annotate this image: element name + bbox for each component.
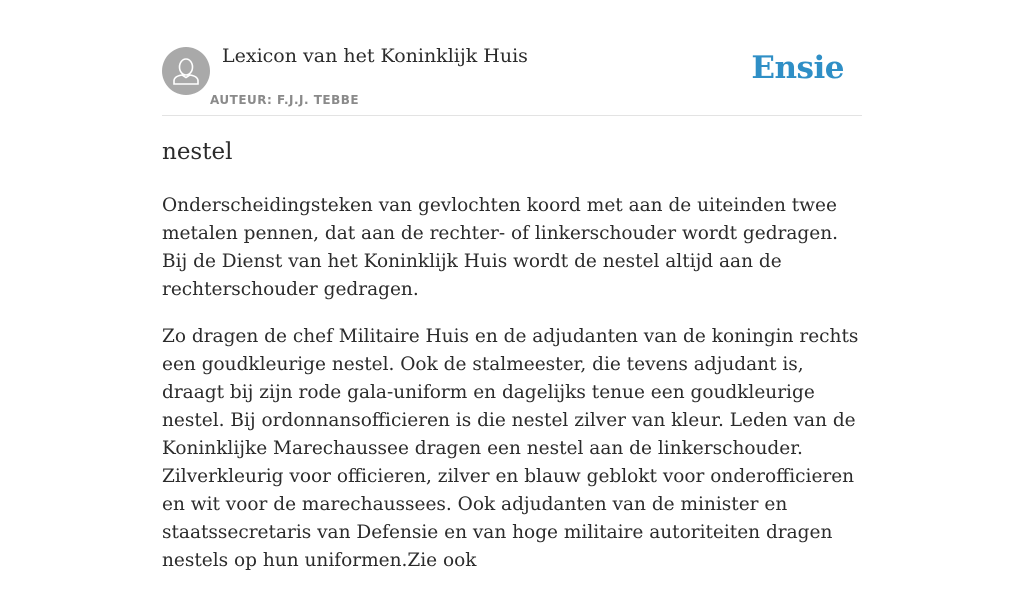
entry-paragraph: Zo dragen de chef Militaire Huis en de adjudanten van de koningin rechts een goudkleurige nestel. Ook de stalmeester, die tevens adjudant is, draagt bij zijn rode gala-uniform en dagelijks tenue een goudkleurige nestel. Bij ordonnansofficieren is die nestel zilver van kleur. Leden van de Koninklijke Marechaussee dragen een nestel aan de linkerschouder. Zilverkleurig voor officieren, zilver en blauw geblokt voor onderofficieren en wit voor de marechaussees. Ook adjudanten van de minister en staatssecretaris van Defensie en van hoge militaire autoriteiten dragen nestels op hun uniformen.Zie ook (162, 326, 859, 571)
user-silhouette-icon[interactable] (162, 47, 210, 95)
entry-body (162, 192, 862, 594)
article-container (162, 0, 862, 571)
entry-term: nestel (162, 139, 233, 165)
source-title[interactable]: Lexicon van het Koninklijk Huis (222, 45, 528, 67)
ensie-logo[interactable]: Ensie (751, 50, 844, 86)
author-label[interactable]: AUTEUR: F.J.J. TEBBE (210, 93, 360, 107)
entry-header (162, 0, 862, 116)
entry-paragraph: Onderscheidingsteken van gevlochten koord met aan de uiteinden twee metalen pennen, dat aan de rechter- of linkerschouder wordt gedragen. Bij de Dienst van het Koninklijk Huis wordt de nestel altijd aan de rechterschouder gedragen. (162, 195, 839, 300)
